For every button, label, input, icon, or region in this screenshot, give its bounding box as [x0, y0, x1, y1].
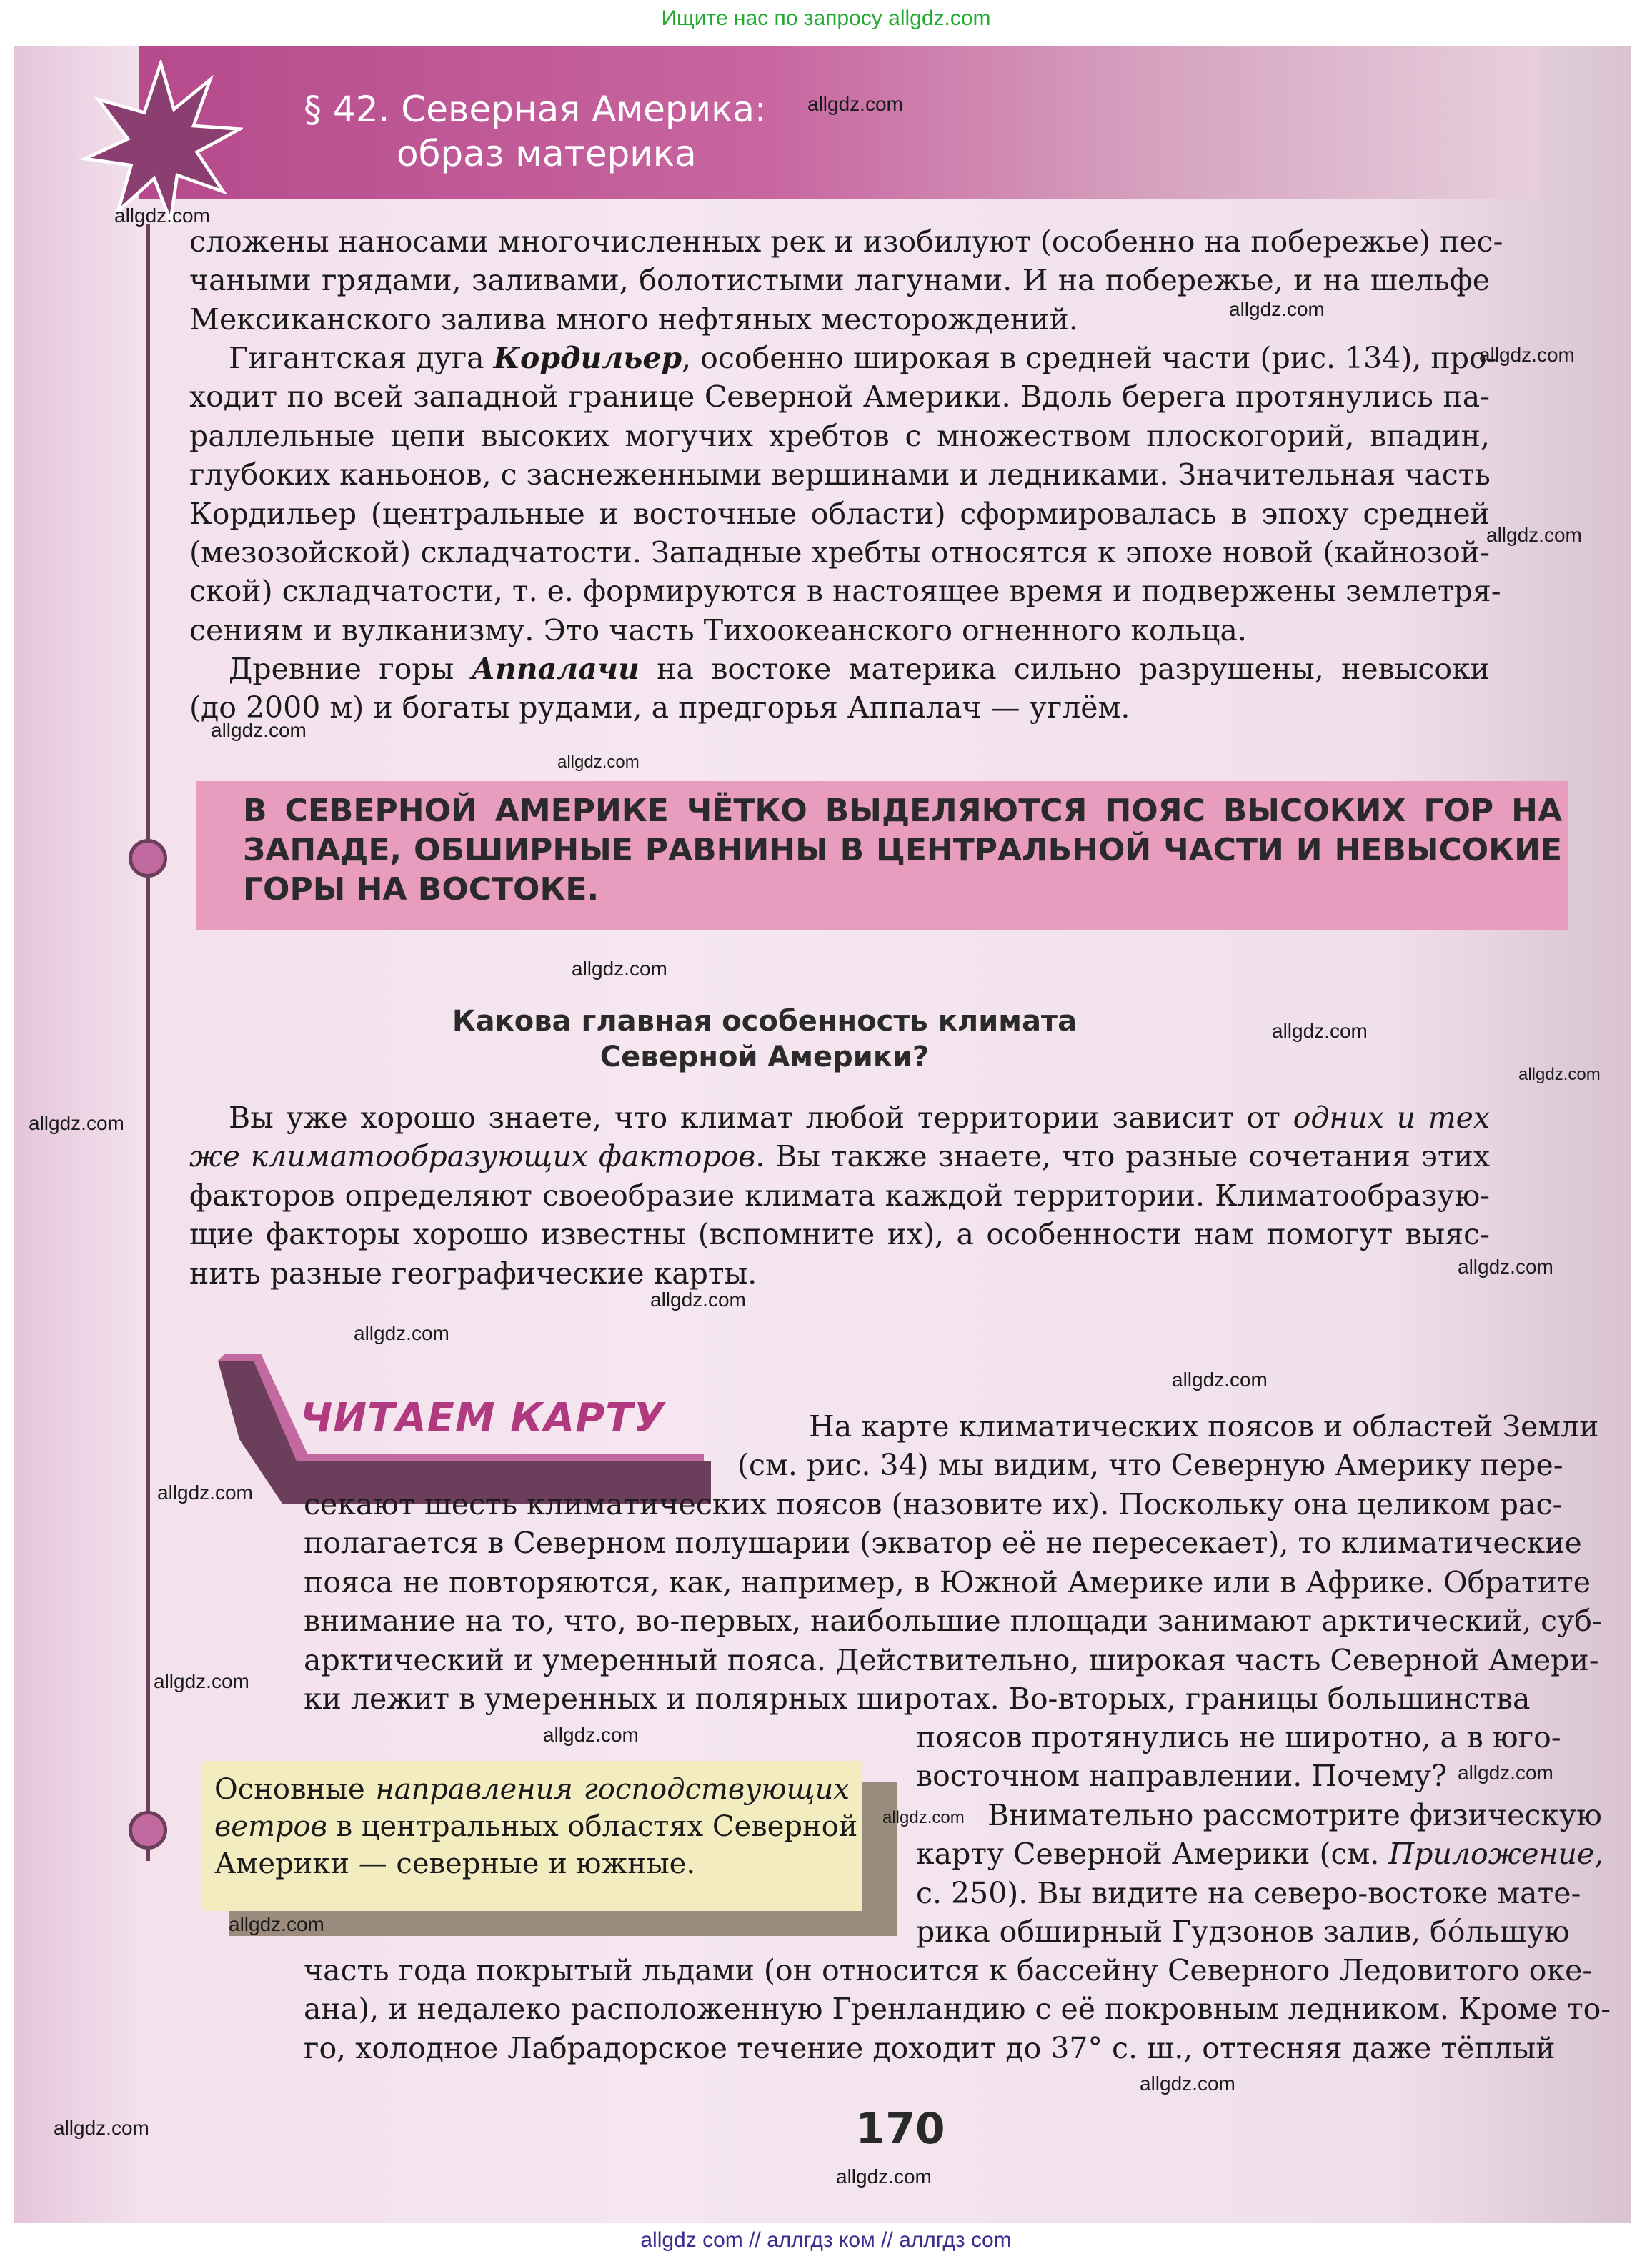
watermark: allgdz.com — [1486, 524, 1582, 546]
watermark: allgdz.com — [157, 1481, 253, 1504]
watermark: allgdz.com — [1229, 298, 1325, 320]
text-italic: одних и тех — [1293, 1101, 1490, 1135]
text-line: ки лежит в умеренных и полярных широтах. Во-вторых, границы большинства — [304, 1682, 1531, 1717]
text-line: нить разные географические карты. — [189, 1256, 757, 1291]
text-line: с. 250). Вы видите на северо-востоке мате- — [916, 1875, 1581, 1910]
page-number: 170 — [855, 2104, 945, 2154]
text-line: Мексиканского залива много нефтяных месторождений. — [189, 302, 1078, 337]
note-line — [214, 1808, 858, 1845]
text-line — [189, 1098, 1490, 1137]
text-italic: ветров — [214, 1810, 327, 1843]
watermark: allgdz.com — [543, 1724, 639, 1746]
note-line — [214, 1771, 850, 1808]
callout-line: ГОРЫ НА ВОСТОКЕ. — [243, 871, 599, 908]
text-italic: Приложение — [1388, 1837, 1595, 1872]
text-line — [189, 1137, 1490, 1176]
paragraph-appalachians — [189, 650, 1490, 728]
read-map-label: ЧИТАЕМ КАРТУ — [300, 1395, 665, 1441]
timeline-line — [146, 224, 150, 1861]
watermark: allgdz.com — [882, 1808, 965, 1827]
text-line — [916, 1796, 1602, 1834]
watermark: allgdz.com — [1272, 1020, 1368, 1042]
top-promo-banner[interactable]: Ищите нас по запросу allgdz.com — [661, 6, 991, 30]
text-run: Основные — [214, 1773, 376, 1806]
text-line: ходит по всей западной границе Северной Америки. Вдоль берега протянулись па- — [189, 379, 1490, 414]
note-line: Америки — северные и южные. — [214, 1847, 696, 1880]
watermark: allgdz.com — [29, 1112, 124, 1134]
text-line: (мезозойской) складчатости. Западные хребты относятся к эпохе новой (кайнозой- — [189, 535, 1490, 570]
text-line: (см. рис. 34) мы видим, что Северную Америку пере- — [737, 1448, 1563, 1483]
text-line: рика обширный Гудзонов залив, бóльшую — [916, 1915, 1570, 1950]
subheading-line: Какова главная особенность климата — [452, 1005, 1078, 1038]
text-line: арктический и умеренный пояса. Действительно, широкая часть Северной Амери- — [304, 1642, 1599, 1677]
watermark: allgdz.com — [354, 1322, 449, 1344]
text-line: сениям и вулканизму. Это часть Тихоокеанского огненного кольца. — [189, 612, 1247, 647]
term-cordillera: Кордильер — [493, 341, 682, 375]
bullet-dot-1 — [129, 839, 167, 878]
text-line: часть года покрытый льдами (он относится к бассейну Северного Ледовитого оке- — [304, 1953, 1593, 1987]
text-line: ской) складчатости, т. е. формируются в настоящее время и подвержены землетря- — [189, 574, 1501, 609]
callout-line: В СЕВЕРНОЙ АМЕРИКЕ ЧЁТКО ВЫДЕЛЯЮТСЯ ПОЯС ВЫСОКИХ ГОР НА — [243, 793, 1562, 829]
text-line: поясов протянулись не широтно, а в юго- — [916, 1720, 1561, 1754]
text-run: Гигантская дуга — [229, 341, 494, 375]
text-run: На карте климатических поясов и областей Земли — [809, 1409, 1599, 1444]
text-line: восточном направлении. Почему? — [916, 1759, 1448, 1794]
text-italic: направления господствующих — [375, 1773, 850, 1806]
textbook-page — [14, 46, 1631, 2223]
text-line: ана), и недалеко расположенную Гренландию с её покровным ледником. Кроме то- — [304, 1992, 1611, 2027]
watermark: allgdz.com — [1518, 1065, 1601, 1084]
text-run: на востоке материка сильно разрушены, невысоки — [639, 652, 1490, 686]
section-title-line1: § 42. Северная Америка: — [304, 89, 767, 130]
text-line: полагается в Северном полушарии (экватор её не пересекает), то климатические — [304, 1526, 1582, 1561]
watermark: allgdz.com — [1172, 1369, 1268, 1391]
text-run: Вы уже хорошо знаете, что климат любой территории зависит от — [229, 1101, 1293, 1135]
callout-line: ЗАПАДЕ, ОБШИРНЫЕ РАВНИНЫ В ЦЕНТРАЛЬНОЙ ЧАСТИ И НЕВЫСОКИЕ — [243, 832, 1562, 868]
text-line: факторов определяют своеобразие климата каждой территории. Климатообразую- — [189, 1178, 1490, 1213]
paragraph-climate-belts — [304, 1485, 1602, 1718]
watermark: allgdz.com — [114, 204, 210, 227]
watermark: allgdz.com — [1458, 1762, 1553, 1784]
text-line: сложены наносами многочисленных рек и изобилуют (особенно на побережье) пес- — [189, 224, 1503, 259]
paragraph-cordillera — [189, 339, 1501, 650]
text-line: щие факторы хорошо известны (вспомните их), а особенности нам помогут выяс- — [189, 1217, 1490, 1252]
paragraph-climate-belts-side — [737, 1407, 1599, 1485]
subheading-line: Северной Америки? — [599, 1041, 930, 1073]
text-line — [737, 1407, 1599, 1446]
watermark: allgdz.com — [836, 2165, 932, 2188]
paragraph-physical-map-right — [916, 1796, 1604, 1952]
text-line: секают шесть климатических поясов (назовите их). Поскольку она целиком рас- — [304, 1487, 1563, 1521]
watermark: allgdz.com — [1458, 1256, 1553, 1278]
watermark: allgdz.com — [154, 1670, 249, 1692]
watermark: allgdz.com — [211, 719, 307, 741]
star-icon — [79, 60, 243, 224]
section-title — [304, 87, 767, 176]
text-run: Внимательно рассмотрите физическую — [987, 1798, 1602, 1832]
watermark: allgdz.com — [807, 93, 903, 115]
text-run: в центральных областях Северной — [327, 1810, 858, 1843]
watermark: allgdz.com — [650, 1289, 746, 1311]
paragraph-climate-factors — [189, 1098, 1490, 1293]
text-line — [189, 650, 1490, 688]
text-line: Кордильер (центральные и восточные области) сформировалась в эпоху средней — [189, 496, 1490, 531]
text-line: раллельные цепи высоких могучих хребтов с множеством плоскогорий, впадин, — [189, 418, 1490, 453]
text-run: . Вы также знаете, что разные сочетания этих — [755, 1139, 1490, 1174]
winds-note — [201, 1761, 862, 1911]
climate-subheading — [372, 1003, 1158, 1075]
paragraph-physical-map — [304, 1951, 1611, 2067]
text-italic: же климатообразующих факторов — [189, 1139, 756, 1174]
watermark: allgdz.com — [229, 1913, 324, 1935]
watermark: allgdz.com — [572, 958, 667, 980]
text-line: пояса не повторяются, как, например, в Южной Америке или в Африке. Обратите — [304, 1564, 1591, 1599]
text-line: глубоких каньонов, с заснеженными вершинами и ледниками. Значительная часть — [189, 457, 1491, 492]
key-fact-text — [243, 791, 1562, 909]
text-line — [189, 339, 1497, 377]
bullet-dot-2 — [129, 1811, 167, 1850]
text-run: , — [1594, 1837, 1604, 1872]
watermark: allgdz.com — [1140, 2072, 1235, 2095]
text-line: чаными грядами, заливами, болотистыми лагунами. И на побережье, и на шельфе — [189, 263, 1490, 298]
text-line — [916, 1834, 1604, 1873]
section-title-line2: образ материка — [397, 133, 697, 174]
watermark: allgdz.com — [1479, 344, 1575, 366]
text-run: Древние горы — [229, 652, 472, 686]
bottom-promo-banner[interactable]: allgdz com // аллгдз ком // аллгдз com — [640, 2228, 1012, 2252]
text-run: карту Северной Америки (см. — [916, 1837, 1389, 1872]
text-line: (до 2000 м) и богаты рудами, а предгорья Аппалач — углём. — [189, 690, 1130, 725]
term-appalachians: Аппалачи — [471, 652, 640, 686]
text-line: внимание на то, что, во-первых, наибольшие площади занимают арктический, суб- — [304, 1604, 1602, 1639]
text-run: , особенно широкая в средней части (рис. 134), про- — [682, 341, 1497, 375]
watermark: allgdz.com — [557, 753, 640, 772]
text-line: го, холодное Лабрадорское течение доходит до 37° с. ш., оттесняя даже тёплый — [304, 2030, 1556, 2065]
paragraph-lowlands — [189, 222, 1503, 339]
watermark: allgdz.com — [54, 2117, 149, 2139]
